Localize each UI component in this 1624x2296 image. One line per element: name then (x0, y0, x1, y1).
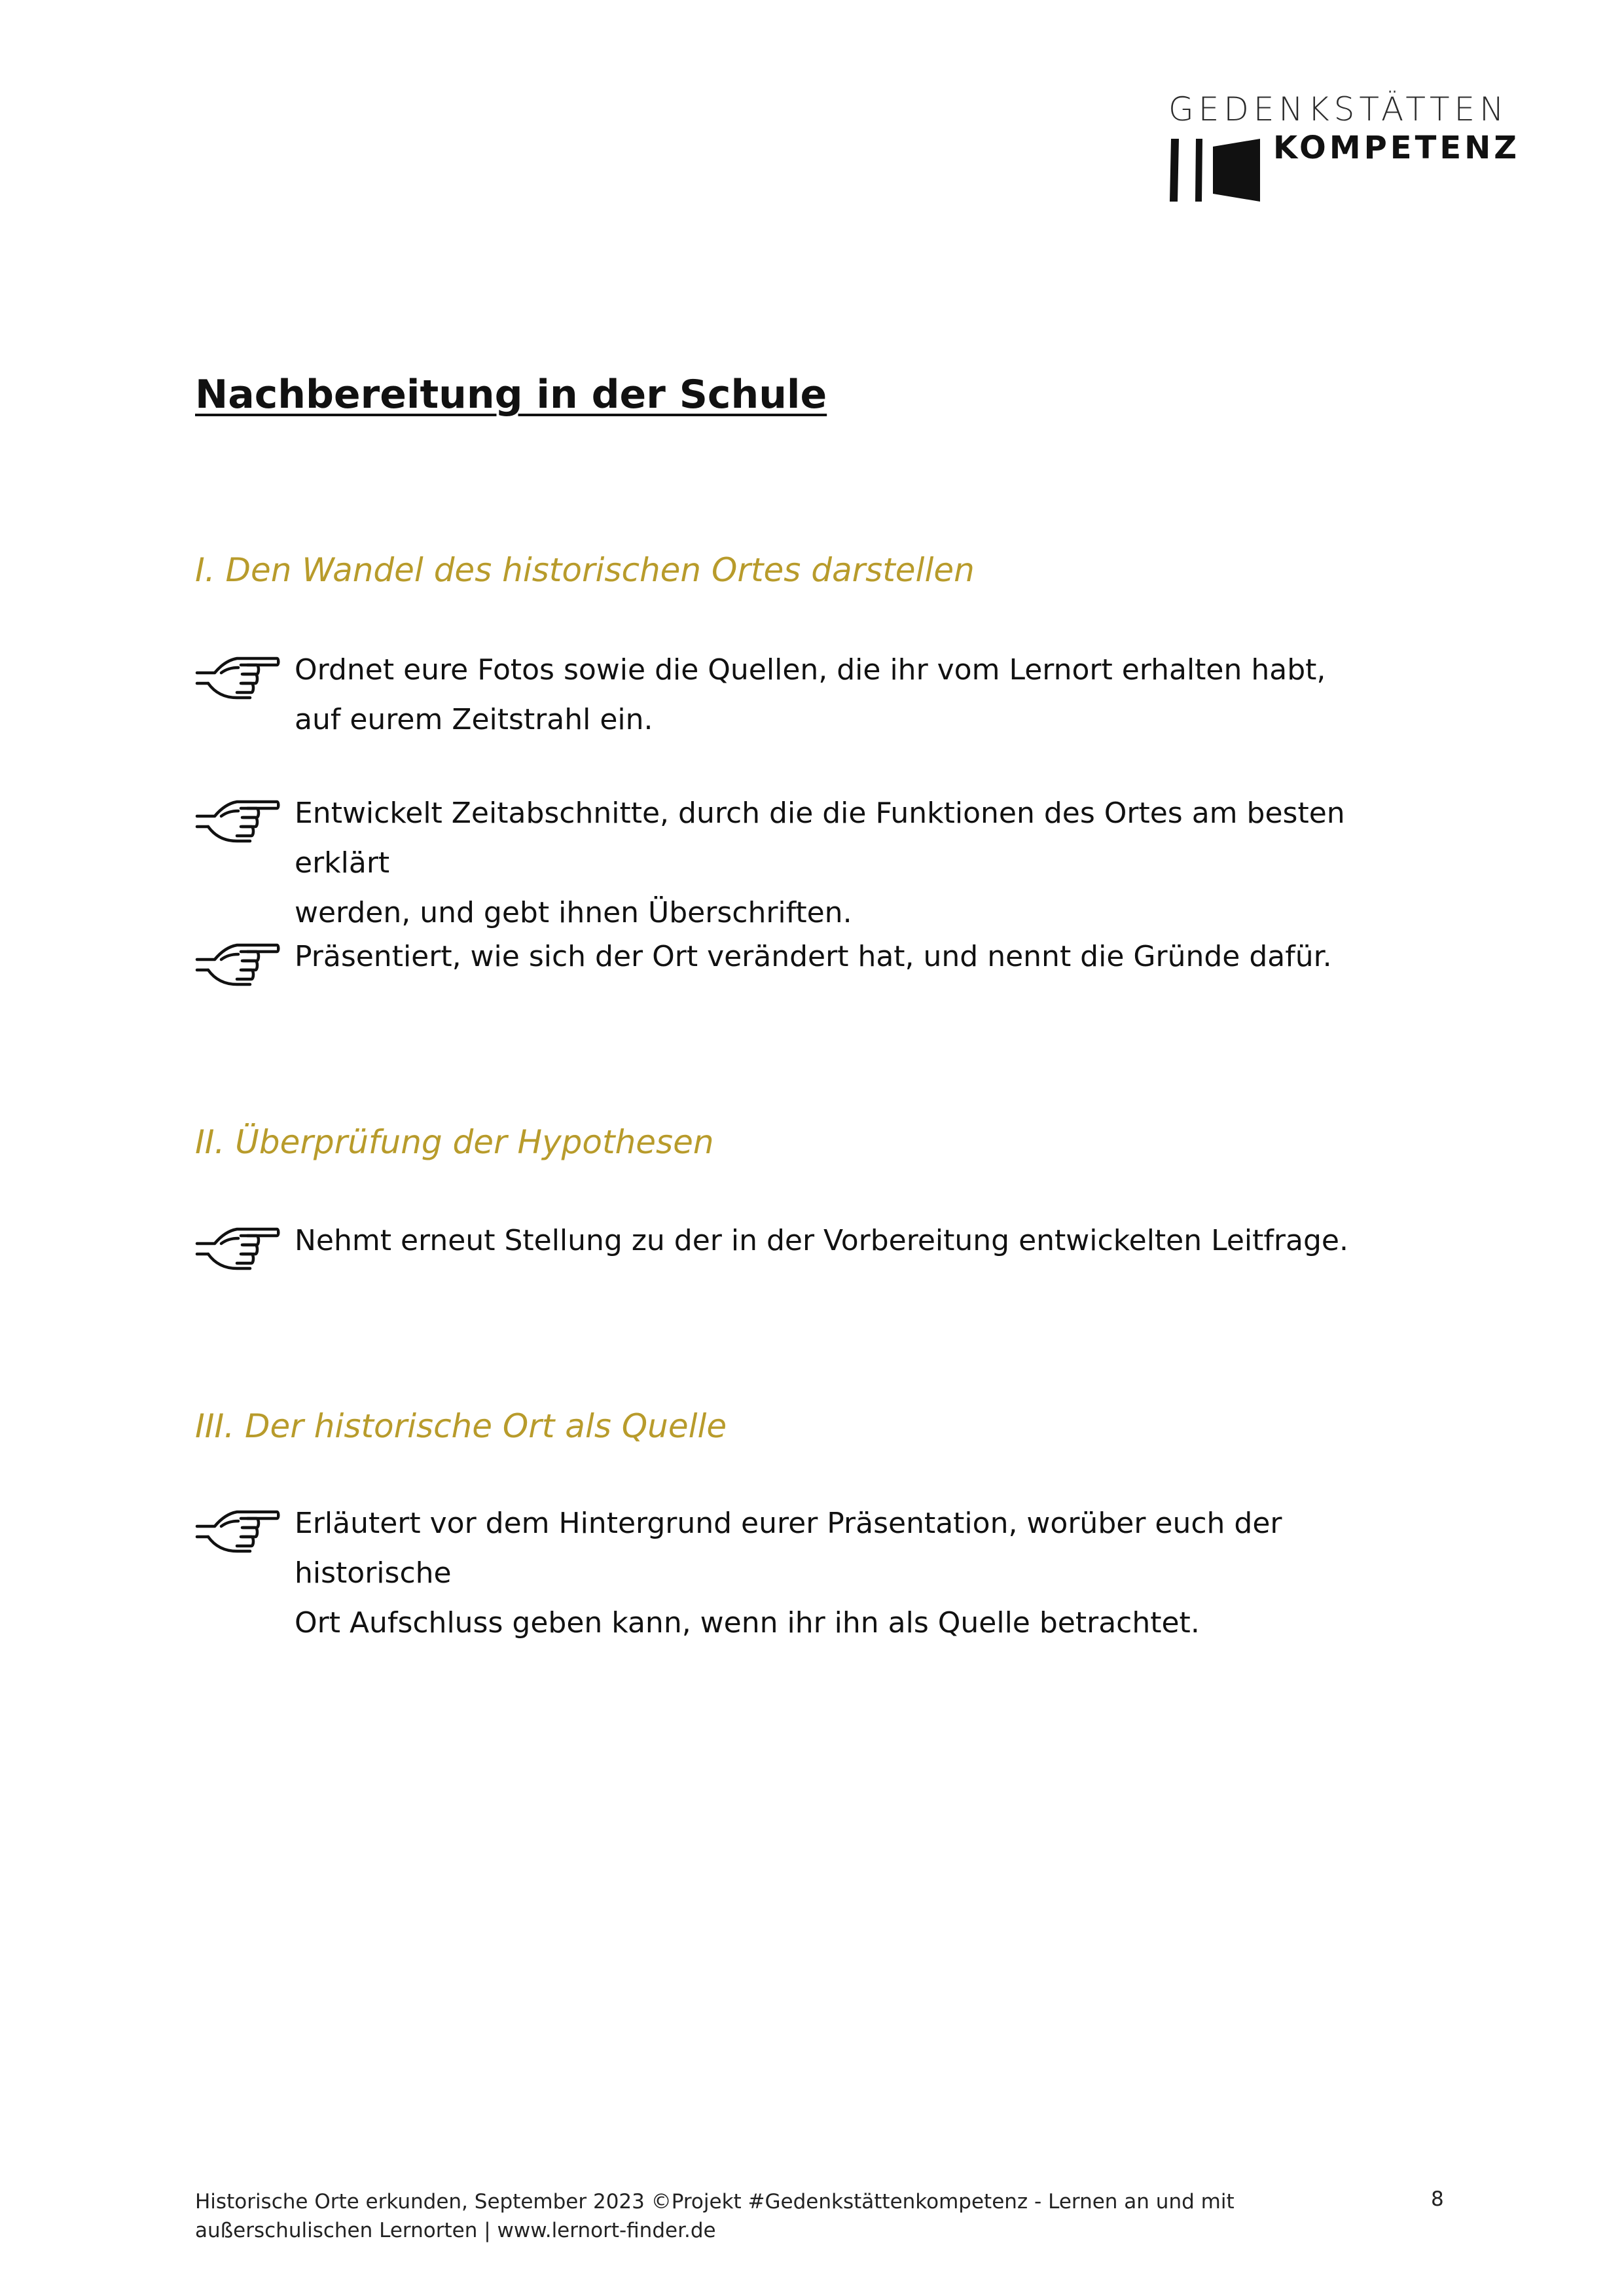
footer-text: Historische Orte erkunden, September 2023 ©Projekt #Gedenkstättenkompetenz - Lernen an und mit außerschulischen Lernorten | www.lernort-finder.de (195, 2190, 1235, 2242)
logo-mark (1168, 137, 1263, 203)
task-text: Nehmt erneut Stellung zu der in der Vorbereitung entwickelten Leitfrage. (295, 1224, 1348, 1257)
logo (1168, 90, 1561, 205)
task-text: Präsentiert, wie sich der Ort verändert hat, und nennt die Gründe dafür. (295, 940, 1332, 973)
pointing-hand-icon (195, 794, 280, 848)
logo-line2: KOMPETENZ (1273, 130, 1521, 166)
task-text: Ordnet eure Fotos sowie die Quellen, die ihr vom Lernort erhalten habt, auf eurem Zeitstrahl ein. (295, 653, 1326, 736)
pointing-hand-icon (195, 1221, 280, 1275)
pointing-hand-icon (195, 1504, 280, 1558)
pointing-hand-icon (195, 937, 280, 991)
page-number: 8 (1431, 2187, 1444, 2211)
section-heading-3: III. Der historische Ort als Quelle (195, 1407, 727, 1445)
section-heading-2: II. Überprüfung der Hypothesen (195, 1123, 714, 1161)
section-heading-1: I. Den Wandel des historischen Ortes darstellen (195, 551, 975, 589)
logo-line1: GEDENKSTÄTTEN (1168, 90, 1509, 128)
task-text: Erläutert vor dem Hintergrund eurer Präsentation, worüber euch der historische Ort Aufschluss geben kann, wenn ihr ihn als Quelle betrachtet. (295, 1507, 1282, 1640)
task-text: Entwickelt Zeitabschnitte, durch die die Funktionen des Ortes am besten erklärt werden, und gebt ihnen Überschriften. (295, 797, 1345, 929)
pointing-hand-icon (195, 651, 280, 704)
page-title: Nachbereitung in der Schule (195, 372, 827, 418)
